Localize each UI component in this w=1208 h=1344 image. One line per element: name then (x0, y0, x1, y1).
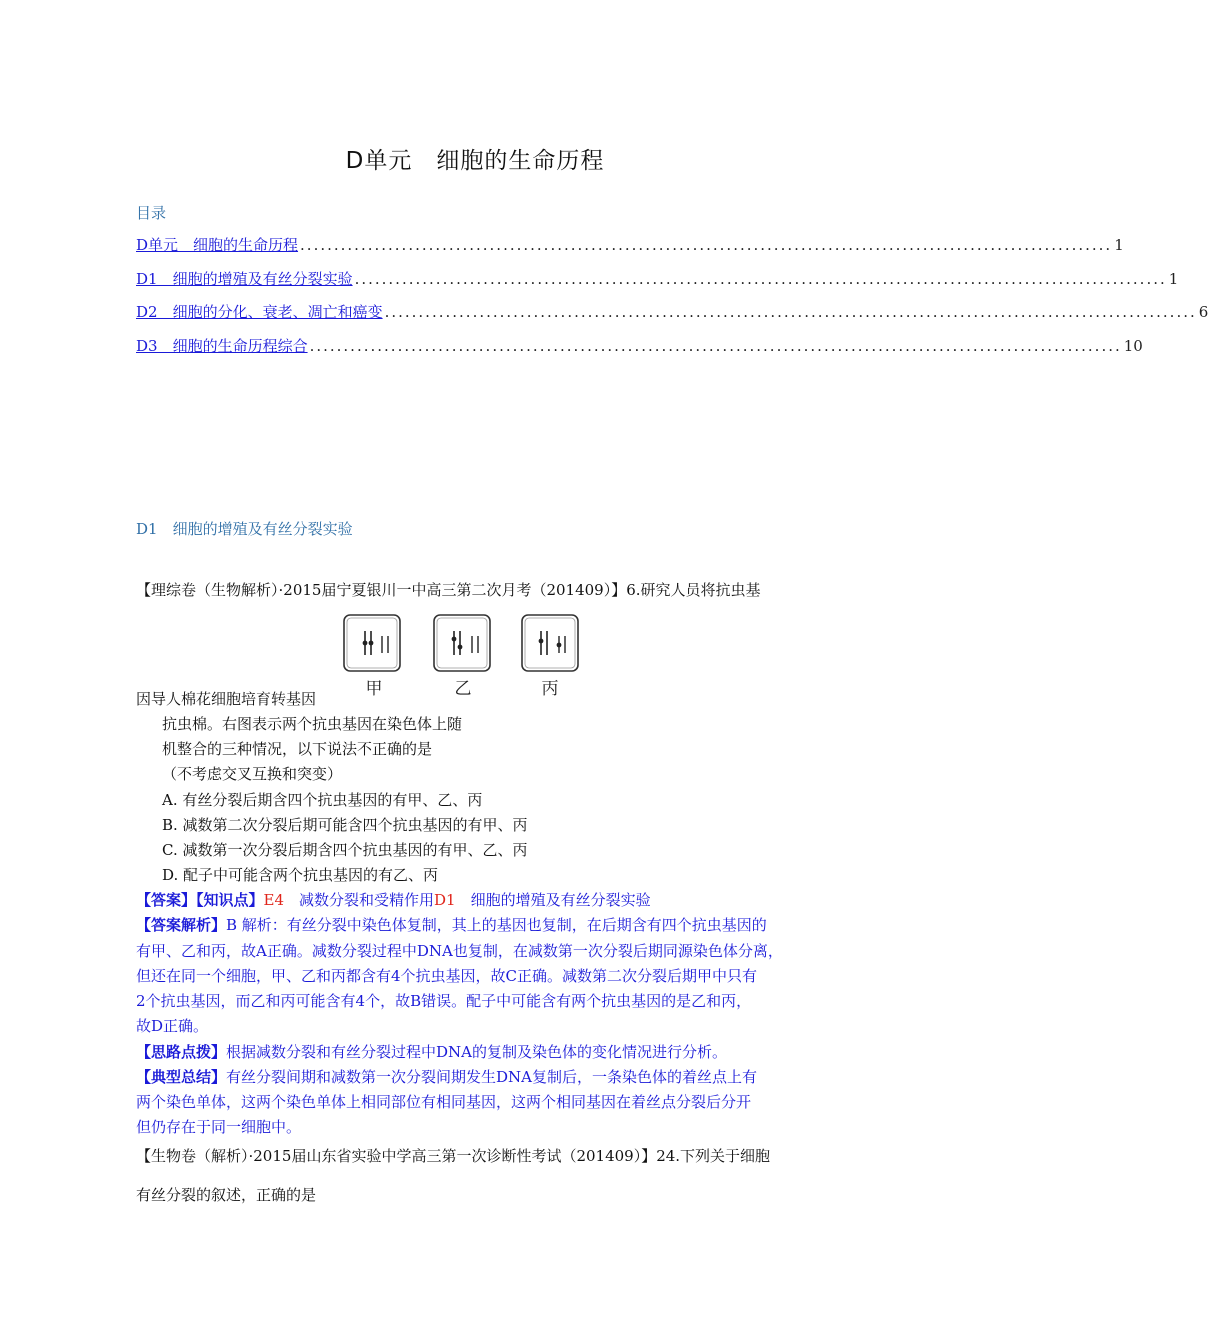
knowledge-code: D1 (434, 891, 456, 909)
toc-entry[interactable] (136, 268, 1179, 290)
figure-box-jia (344, 615, 400, 671)
analysis-text: 2个抗虫基因，而乙和丙可能含有4个，故B错误。配子中可能含有两个抗虫基因的是乙和丙， (136, 992, 752, 1010)
question-text: （不考虑交叉互换和突变） (162, 765, 343, 783)
toc-entry-link[interactable]: D单元 细胞的生命历程 (136, 236, 299, 254)
analysis-label: 【答案解析】 (136, 916, 227, 934)
toc-entry[interactable] (136, 335, 1143, 357)
hint-text: 根据减数分裂和有丝分裂过程中DNA的复制及染色体的变化情况进行分析。 (226, 1043, 728, 1061)
summary-label: 【典型总结】 (136, 1068, 227, 1086)
hint-label: 【思路点拨】 (136, 1043, 227, 1061)
question-text: 因导人棉花细胞培育转基因 (136, 690, 317, 708)
summary-text: 但仍存在于同一细胞中。 (136, 1118, 302, 1136)
option-d: D. 配子中可能含两个抗虫基因的有乙、丙 (162, 866, 439, 884)
section-heading: D1 细胞的增殖及有丝分裂实验 (136, 520, 353, 538)
option-a: A. 有丝分裂后期含四个抗虫基因的有甲、乙、丙 (162, 791, 483, 809)
toc-heading: 目录 (136, 204, 167, 222)
page-title: D单元 细胞的生命历程 (345, 148, 605, 174)
analysis-text: 但还在同一个细胞，甲、乙和丙都含有4个抗虫基因，故C正确。减数第二次分裂后期甲中只有 (136, 967, 758, 985)
answer-label: 【答案】【知识点】 (136, 891, 264, 909)
toc-entry-link[interactable]: D3 细胞的生命历程综合 (136, 337, 308, 355)
hint-line (136, 1041, 727, 1062)
toc-entry[interactable] (136, 301, 1208, 323)
summary-text: 有丝分裂间期和减数第一次分裂间期发生DNA复制后，一条染色体的着丝点上有 (226, 1068, 758, 1086)
toc-leader-dots: ........................................................................................................................ (300, 236, 1113, 254)
toc-entry-page: 1 (1114, 236, 1124, 254)
toc-entry-page: 1 (1168, 270, 1179, 288)
chromosome-figure (340, 612, 584, 702)
analysis-text: 有甲、乙和丙，故A正确。减数分裂过程中DNA也复制，在减数第一次分裂后期同源染色体分离， (136, 942, 783, 960)
analysis-text: B 解析：有丝分裂中染色体复制，其上的基因也复制，在后期含有四个抗虫基因的 (226, 916, 767, 934)
figure-box-yi (434, 615, 490, 671)
toc-leader-dots: ........................................................................................................................ (309, 337, 1122, 355)
figure-box-bing (522, 615, 578, 671)
option-c: C. 减数第一次分裂后期含四个抗虫基因的有甲、乙、丙 (162, 841, 528, 859)
toc-entry-page: 6 (1198, 303, 1208, 321)
knowledge-text: 细胞的增殖及有丝分裂实验 (455, 891, 651, 909)
toc-leader-dots: ........................................................................................................................ (354, 270, 1167, 288)
summary-line (136, 1066, 757, 1087)
knowledge-text: 减数分裂和受精作用 (284, 891, 435, 909)
analysis-text: 故D正确。 (136, 1017, 209, 1035)
question-text: 抗虫棉。右图表示两个抗虫基因在染色体上随 (162, 715, 463, 733)
toc-entry-link[interactable]: D2 细胞的分化、衰老、凋亡和癌变 (136, 303, 383, 321)
analysis-line (136, 914, 767, 935)
toc-entry-page: 10 (1123, 337, 1143, 355)
question-source: 【理综卷（生物解析）·2015届宁夏银川一中高三第二次月考（201409）】6.研究人员将抗虫基 (136, 581, 761, 599)
option-b: B. 减数第二次分裂后期可能含四个抗虫基因的有甲、丙 (162, 816, 528, 834)
toc-leader-dots: ........................................................................................................................ (384, 303, 1197, 321)
toc-entry[interactable] (136, 234, 1124, 256)
answer-line (136, 889, 651, 910)
figure-label-jia: 甲 (365, 679, 383, 699)
knowledge-code: E4 (263, 891, 285, 909)
summary-text: 两个染色单体，这两个染色单体上相同部位有相同基因，这两个相同基因在着丝点分裂后分开 (136, 1093, 752, 1111)
question-text: 机整合的三种情况，以下说法不正确的是 (162, 740, 433, 758)
figure-label-yi: 乙 (454, 679, 472, 699)
question-text: 有丝分裂的叙述，正确的是 (136, 1186, 317, 1204)
toc-entry-link[interactable]: D1 细胞的增殖及有丝分裂实验 (136, 270, 353, 288)
figure-label-bing: 丙 (541, 679, 559, 699)
question-source: 【生物卷（解析）·2015届山东省实验中学高三第一次诊断性考试（201409）】24.下列关于细胞 (136, 1147, 771, 1165)
